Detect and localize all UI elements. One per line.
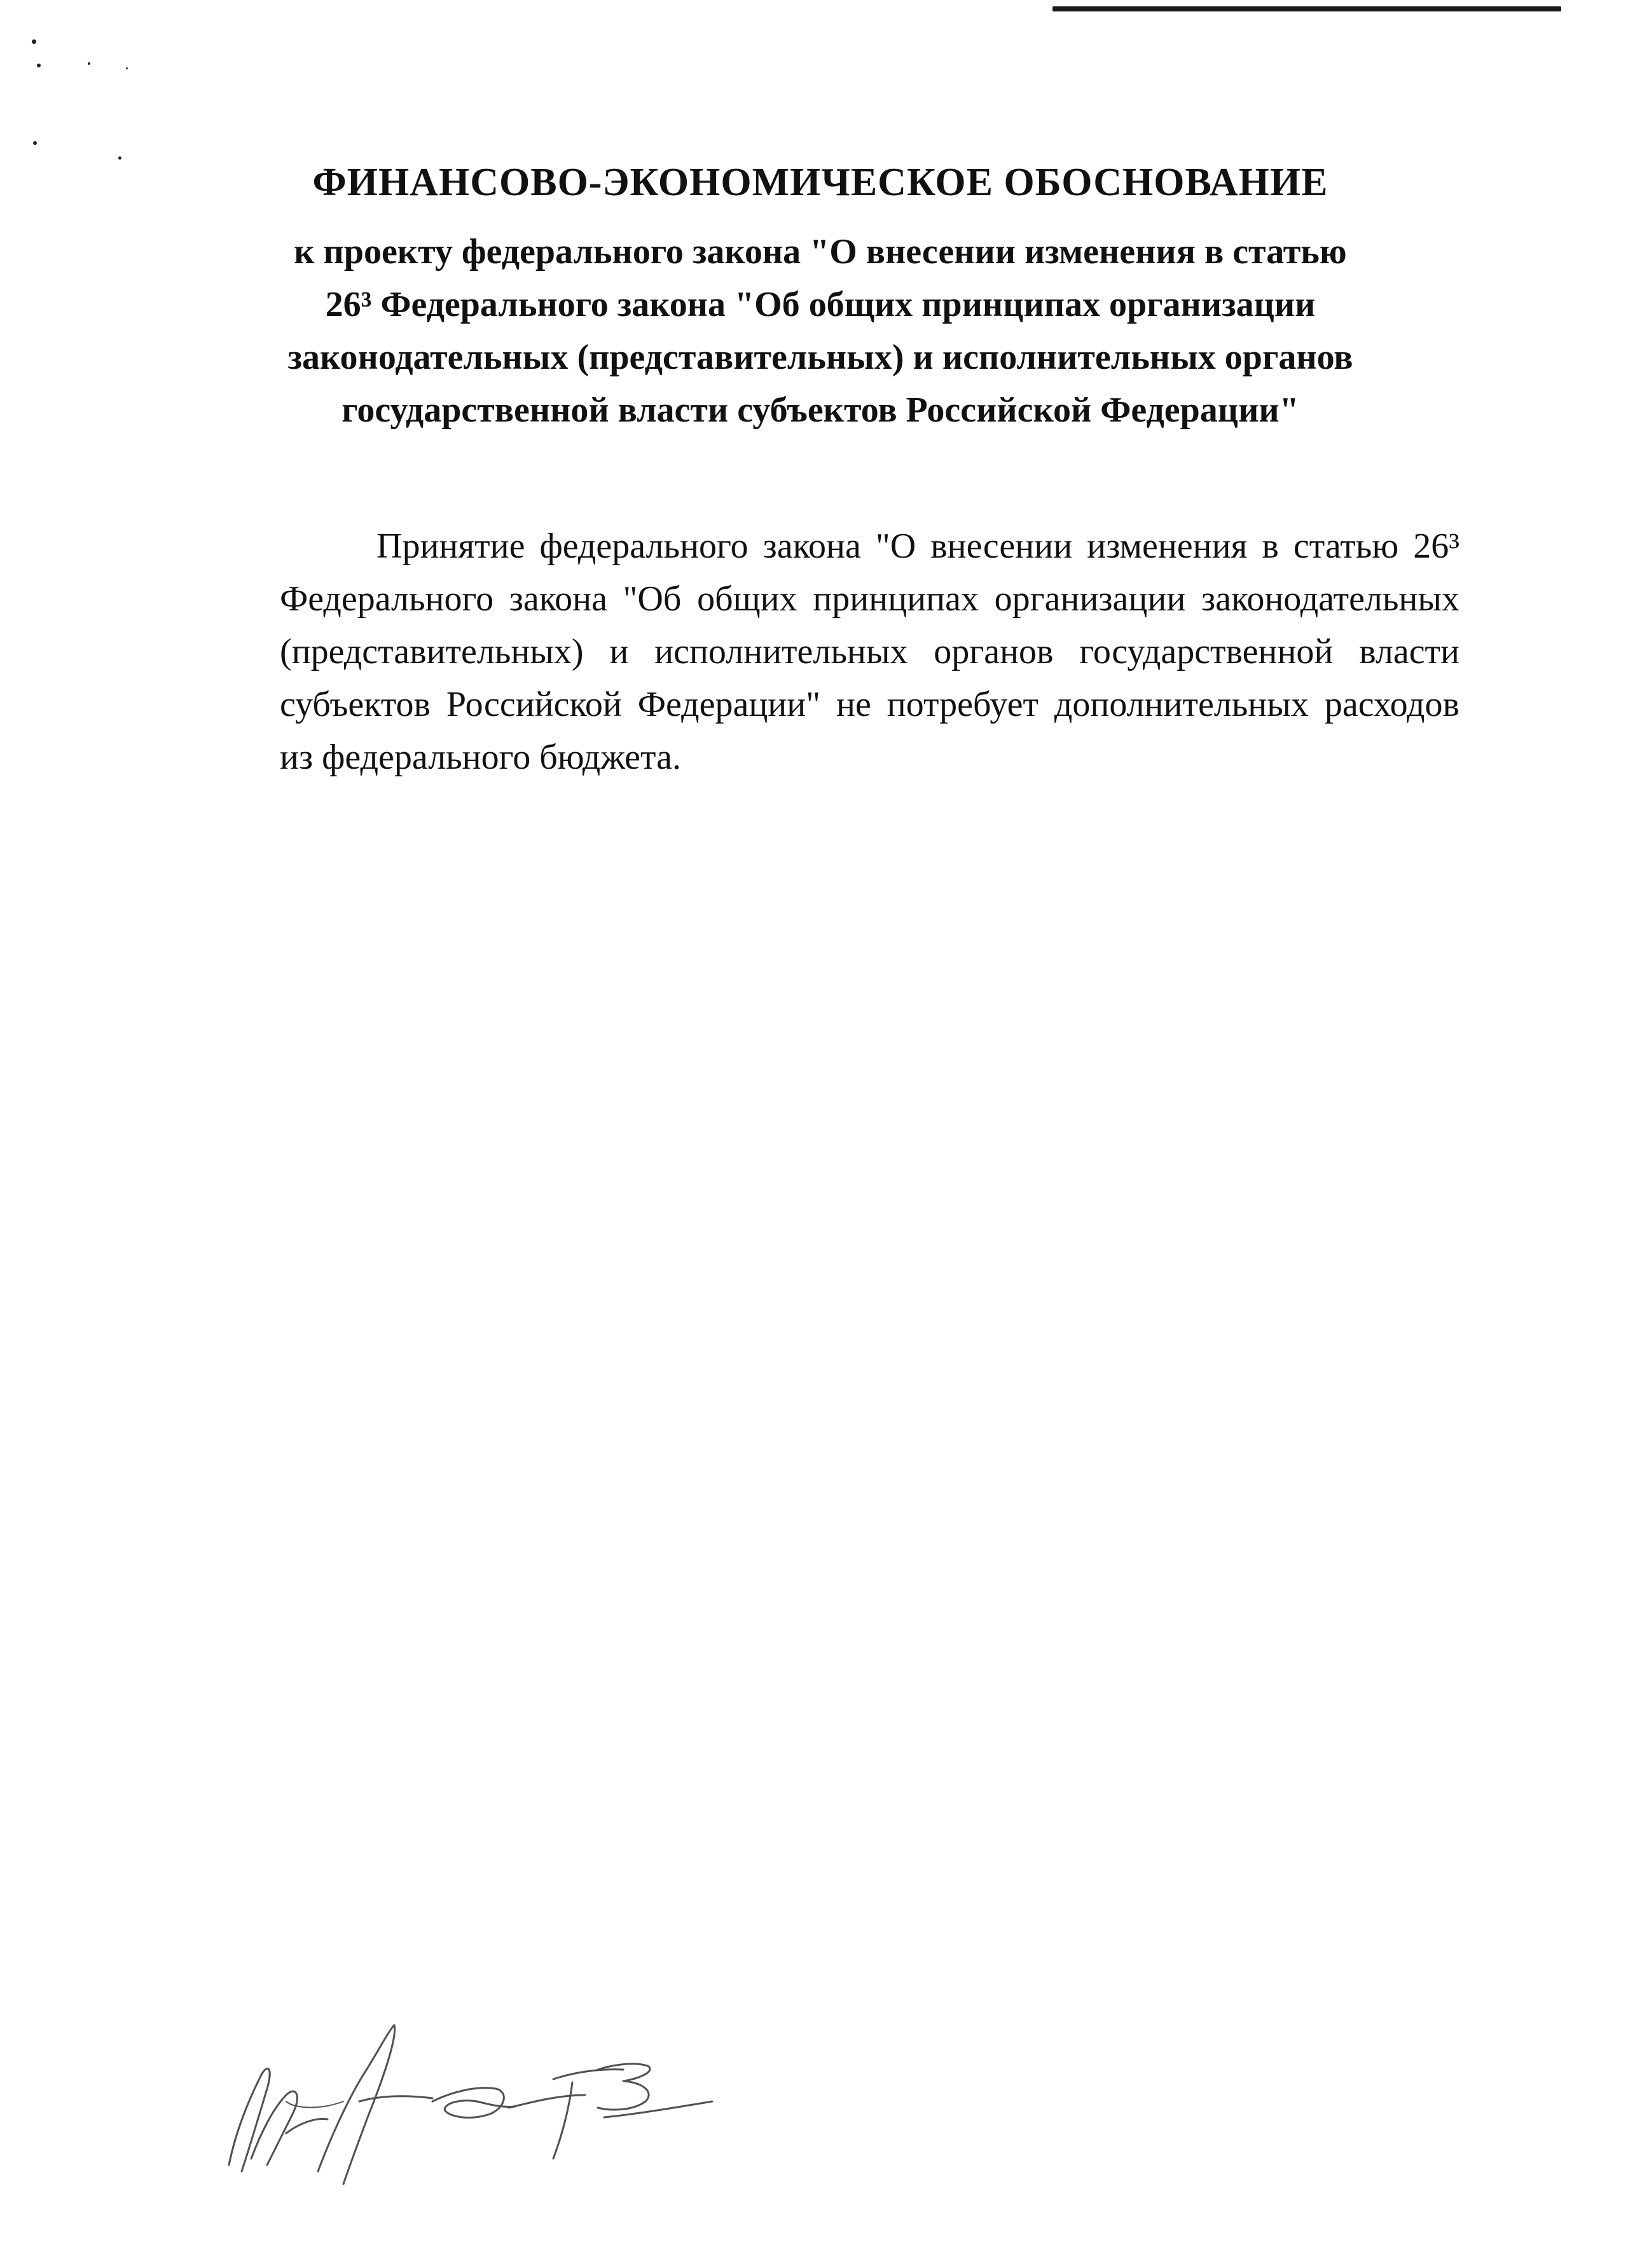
signature-icon xyxy=(191,2006,827,2197)
scan-speck xyxy=(126,67,128,69)
document-subtitle: к проекту федерального закона "О внесении изменения в статью 26³ Федерального закона "Об общих принципах организации законодательных (представительных) и исполнительных органов государственной власти субъектов Российской Федерации" xyxy=(287,232,1353,430)
scan-speck xyxy=(88,62,90,65)
document-body: Принятие федерального закона "О внесении изменения в статью 26³ Федерального закона "Об общих принципах организации законодательных (представительных) и исполнительных органов государственной власти субъектов Российской Федерации" не потребует дополнительных расходов из федерального бюджета. xyxy=(280,526,1459,777)
document-title: ФИНАНСОВО-ЭКОНОМИЧЕСКОЕ ОБОСНОВАНИЕ xyxy=(312,161,1328,204)
top-scan-rule xyxy=(1052,6,1561,11)
scan-speck xyxy=(37,64,41,67)
scan-speck xyxy=(32,39,36,44)
scan-speck xyxy=(33,141,37,145)
scan-speck xyxy=(118,156,121,160)
